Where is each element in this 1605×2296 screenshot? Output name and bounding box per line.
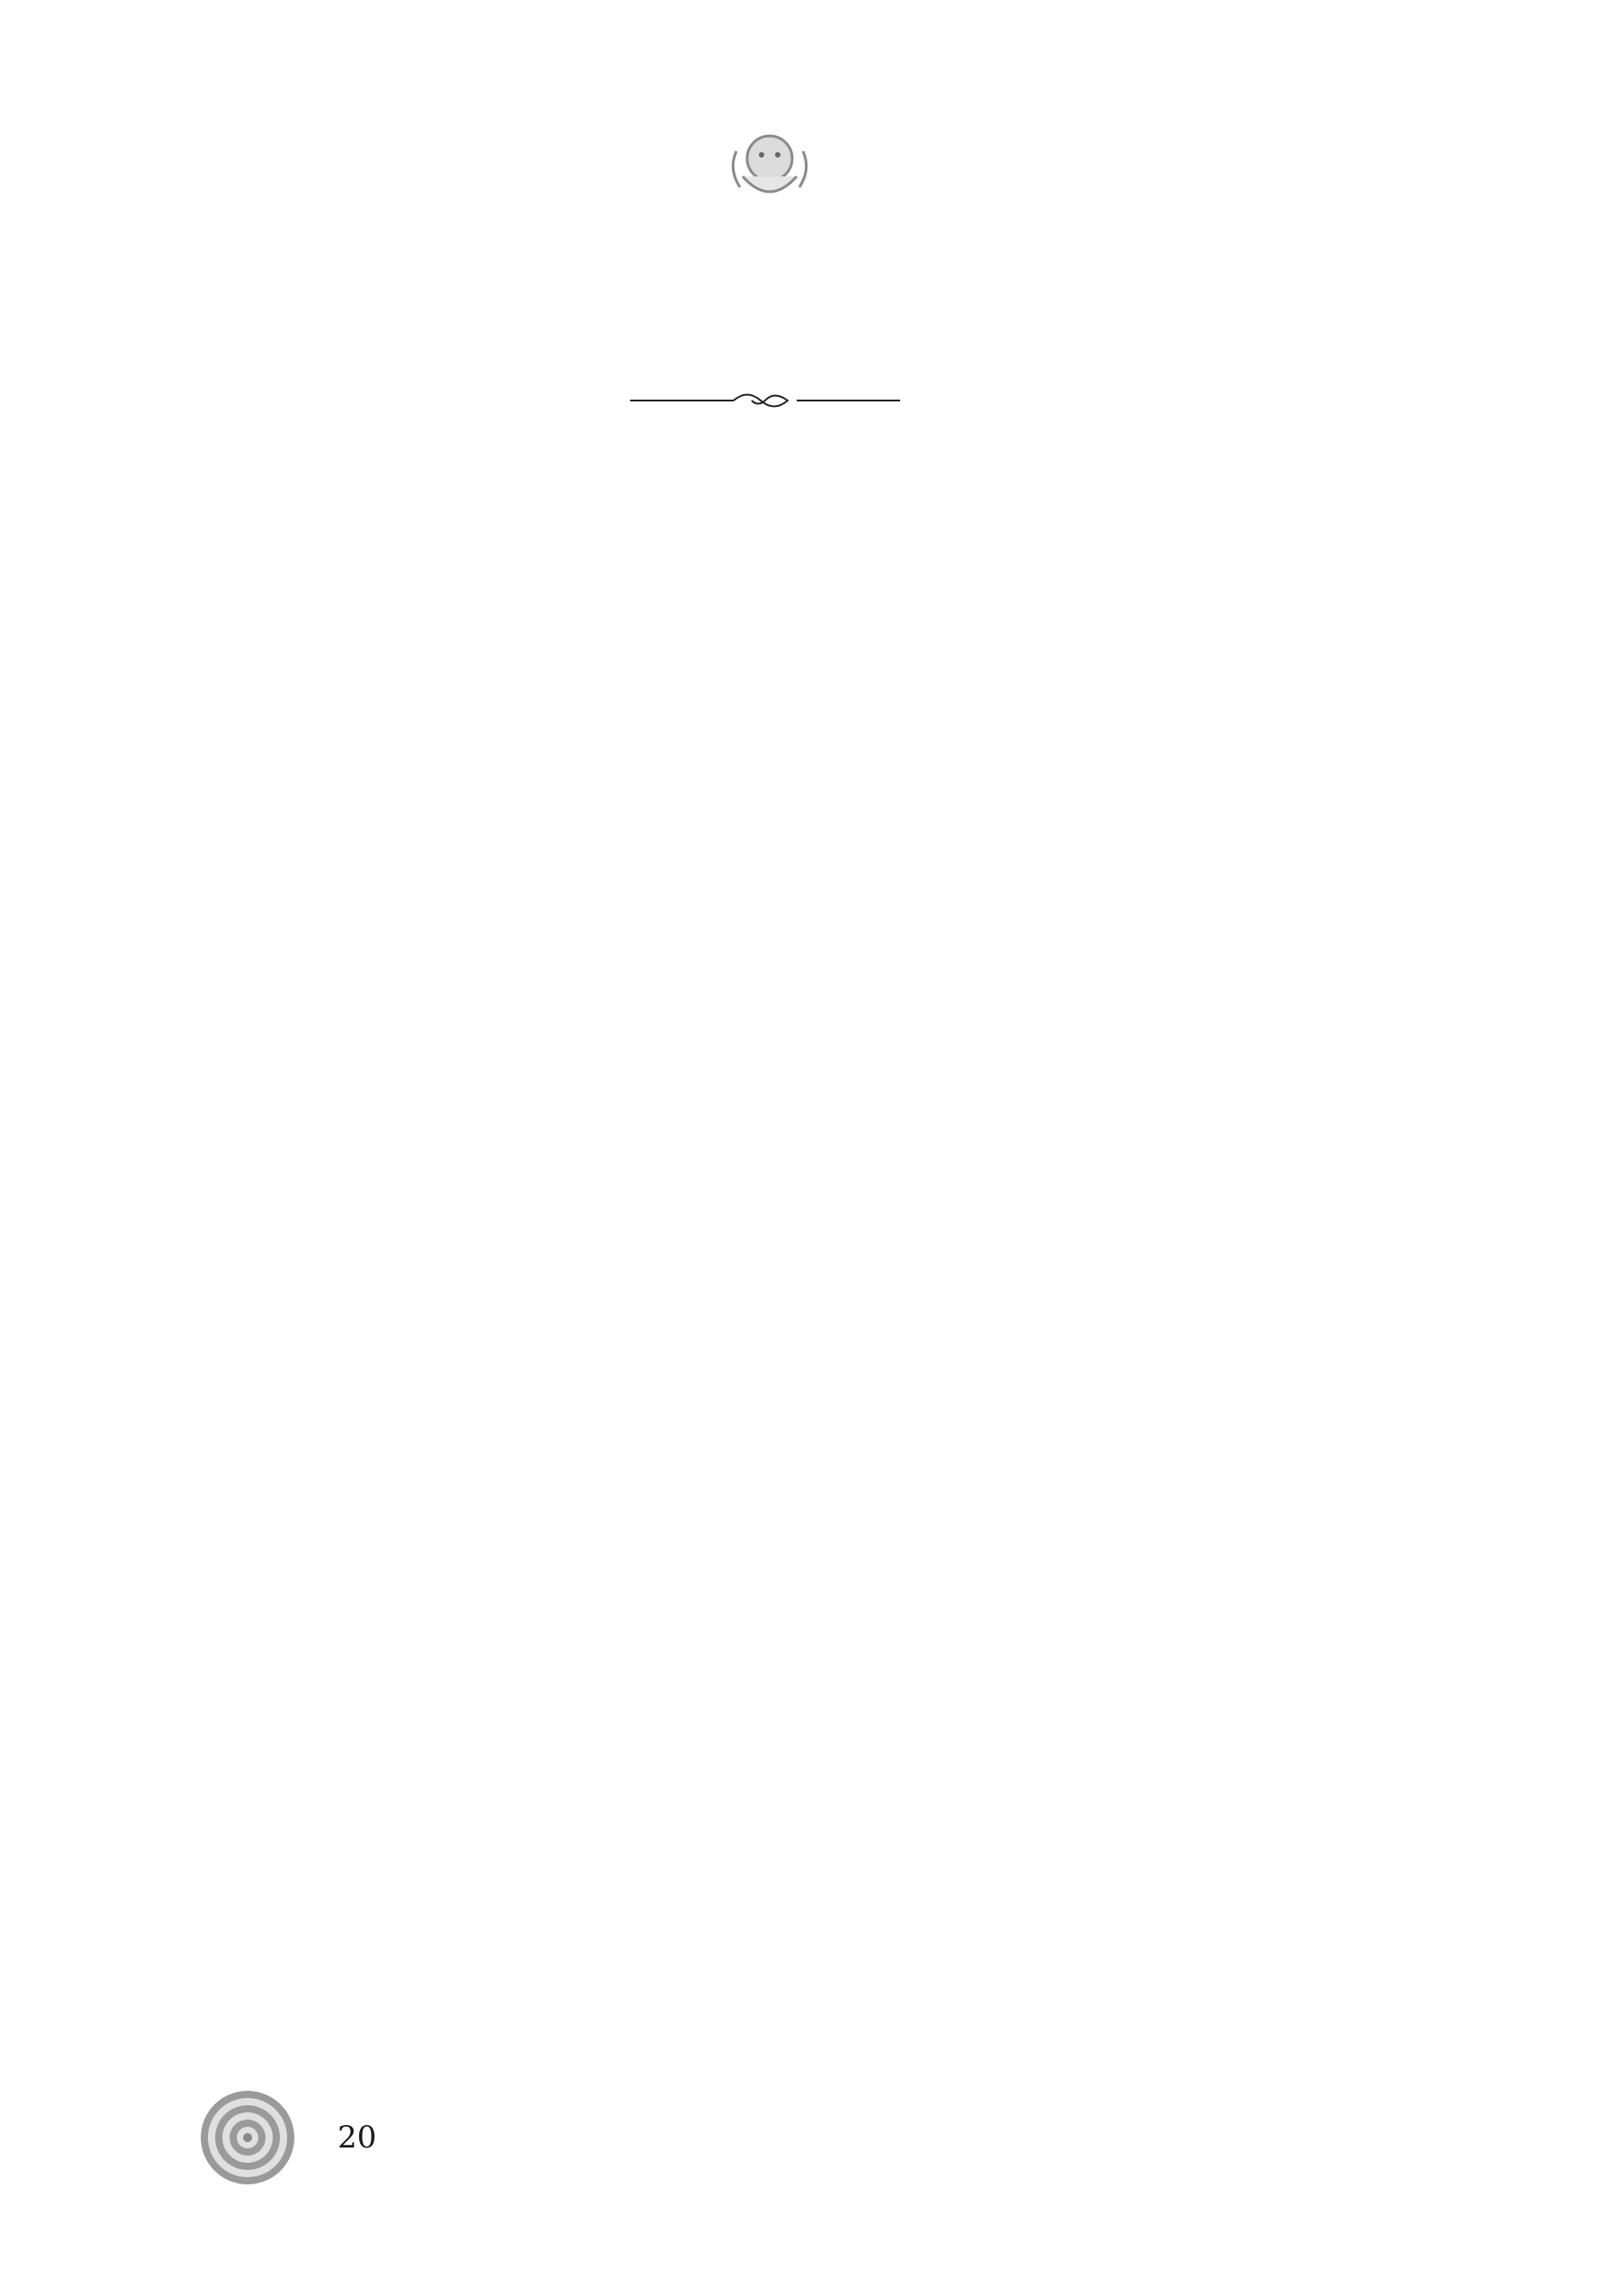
body-text [198, 518, 1407, 2102]
concentric-target-icon [198, 2088, 297, 2187]
carryover-paragraph [198, 257, 1407, 374]
flourish-divider-icon [630, 387, 900, 414]
section-opening-line [378, 455, 1407, 512]
page-footer [198, 2088, 1008, 2196]
page-number: 20 [338, 2120, 377, 2156]
cherub-ornament-icon [720, 117, 819, 216]
